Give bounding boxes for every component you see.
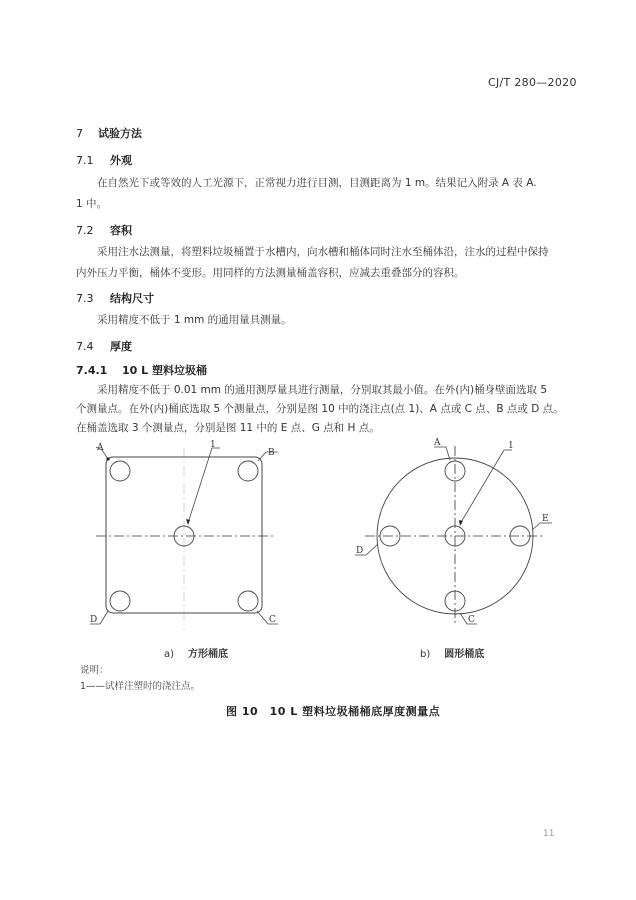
- section-title: 容积: [110, 224, 132, 237]
- figure-note-item: 1——试样注塑时的浇注点。: [80, 681, 201, 692]
- point-c-circle: [238, 591, 258, 611]
- subfigure-a-label: a): [164, 649, 175, 660]
- label-d: D: [356, 546, 364, 556]
- section-7-2-paragraph: [76, 242, 549, 284]
- section-title: 外观: [110, 154, 132, 167]
- leader-e: [532, 523, 552, 530]
- label-1: 1: [508, 441, 514, 451]
- section-number: 7.2: [76, 224, 94, 237]
- subfigure-a-title: 方形桶底: [188, 649, 229, 660]
- point-d-circle: [110, 591, 130, 611]
- label-a: A: [97, 443, 104, 453]
- label-c: C: [269, 615, 276, 625]
- paragraph-line: 个测量点。在外(内)桶底选取 5 个测量点，分别是图 10 中的浇注点(点 1)、A 点或 C 点、B 点或 D 点。: [76, 403, 564, 415]
- label-c: C: [468, 615, 475, 625]
- arrow-1: [459, 520, 463, 526]
- section-7-heading: [76, 125, 142, 141]
- section-title: 试验方法: [98, 127, 142, 140]
- label-d: D: [90, 615, 98, 625]
- paragraph-line: 1 中。: [76, 198, 108, 210]
- point-a-circle: [110, 461, 130, 481]
- section-number: 7.3: [76, 292, 94, 305]
- leader-1: [188, 448, 220, 523]
- section-title: 结构尺寸: [110, 292, 154, 305]
- section-number: 7: [76, 127, 83, 140]
- section-number: 7.1: [76, 154, 94, 167]
- subfigure-b-caption: [420, 645, 484, 660]
- paragraph-line: 内外压力平衡，桶体不变形。用同样的方法测量桶盖容积，应减去重叠部分的容积。: [76, 267, 465, 279]
- section-7-4-heading: [76, 338, 132, 354]
- section-7-1-heading: [76, 152, 132, 168]
- figure-notes-heading: 说明：: [80, 665, 109, 676]
- section-7-1-paragraph: [76, 173, 537, 215]
- subfigure-b-label: b): [420, 649, 431, 660]
- figure-title: 图 10 10 L 塑料垃圾桶桶底厚度测量点: [226, 705, 441, 718]
- paragraph-line: 采用注水法测量，将塑料垃圾桶置于水槽内，向水槽和桶体同时注水至桶体沿，注水的过程中保持: [97, 246, 549, 258]
- paragraph-line: 采用精度不低于 1 mm 的通用量具测量。: [97, 314, 292, 326]
- point-b-circle: [238, 461, 258, 481]
- label-e: E: [542, 514, 549, 524]
- leader-1: [460, 450, 512, 524]
- paragraph-line: 采用精度不低于 0.01 mm 的通用测厚量具进行测量，分别取其最小值。在外(内)桶身壁面选取 5: [97, 384, 548, 396]
- section-title: 10 L 塑料垃圾桶: [122, 364, 207, 377]
- standard-code: CJ/T 280—2020: [488, 76, 577, 89]
- section-number: 7.4.1: [76, 364, 108, 377]
- label-b: B: [268, 448, 275, 458]
- section-7-3-paragraph: [76, 310, 292, 331]
- page-number: 11: [543, 829, 555, 839]
- section-7-4-1-heading: [76, 362, 207, 378]
- paragraph-line: 在自然光下或等效的人工光源下，正常视力进行目测，目测距离为 1 m。结果记入附录 A 表 A.: [97, 177, 537, 189]
- section-number: 7.4: [76, 340, 94, 353]
- figure-square-bottom: [80, 440, 300, 640]
- arrow-1: [186, 519, 190, 525]
- section-7-3-heading: [76, 290, 154, 306]
- figure-round-bottom: [330, 430, 580, 645]
- arrow-a: [106, 457, 109, 460]
- subfigure-b-title: 圆形桶底: [444, 649, 485, 660]
- label-a: A: [434, 438, 441, 448]
- subfigure-a-caption: [164, 645, 228, 660]
- section-title: 厚度: [110, 340, 132, 353]
- section-7-2-heading: [76, 222, 132, 238]
- label-1: 1: [210, 440, 216, 450]
- paragraph-line: 在桶盖选取 3 个测量点，分别是图 11 中的 E 点、G 点和 H 点。: [76, 422, 380, 434]
